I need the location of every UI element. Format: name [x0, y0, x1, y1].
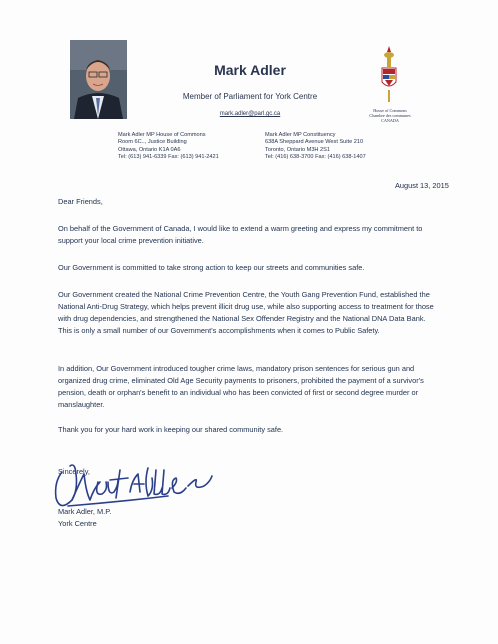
constituency-office-address: [265, 132, 366, 162]
constituency-office-phone: Tel: (416) 638-3700 Fax: (416) 638-1407: [265, 154, 366, 161]
ottawa-office-address: [118, 132, 219, 162]
constituency-office-line-2: 638A Sheppard Avenue West Suite 210: [265, 139, 364, 146]
constituency-office-line-3: Toronto, Ontario M3H 2S1: [265, 146, 330, 153]
crest-label-line-1: House of Commons: [373, 108, 407, 113]
ottawa-office-line-3: Ottawa, Ontario K1A 0A6: [118, 146, 181, 153]
constituency-office-line-1: Mark Adler MP Constituency: [265, 132, 336, 138]
letter-date: August 13, 2015: [395, 181, 449, 190]
signer-riding: York Centre: [58, 519, 97, 528]
mp-title: Member of Parliament for York Centre: [182, 92, 318, 101]
salutation: Dear Friends,: [58, 197, 103, 206]
house-of-commons-crest-icon: [378, 44, 400, 104]
paragraph-1: On behalf of the Government of Canada, I would like to extend a warm greeting and express my commitment to support your local crime prevention initiative.: [58, 224, 423, 245]
paragraph-3: Our Government created the National Crime Prevention Centre, the Youth Gang Prevention Fund, established the National Anti-Drug Strategy, which helps prevent illicit drug use, while also supporting access to treatment for those with drug dependencies, and strengthened the National Sex Offender Registry and the National DNA Data Bank. This is only a small number of our Government's accomplishments when it comes to Public Safety.: [58, 290, 434, 335]
mp-name: Mark Adler: [214, 62, 286, 78]
crest-label-line-3: CANADA: [381, 118, 399, 123]
paragraph-2: Our Government is committed to take strong action to keep our streets and communities safe.: [58, 263, 365, 272]
ottawa-office-line-2: Room 6C.., Justice Building: [118, 139, 187, 146]
mp-portrait: [70, 40, 127, 119]
ottawa-office-line-1: Mark Adler MP House of Commons: [118, 132, 206, 138]
paragraph-4: In addition, Our Government introduced tougher crime laws, mandatory prison sentences for serious gun and organized drug crime, eliminated Old Age Security payments to prisoners, prohibited the payment of a survivor's pension, death or orphan's benefit to an individual who has been convicted of first or second degree murder or manslaughter.: [58, 364, 424, 409]
crest-label-line-2: Chambre des communes: [369, 113, 411, 118]
paragraph-5: Thank you for your hard work in keeping our shared community safe.: [58, 425, 284, 434]
mp-email-link[interactable]: mark.adler@parl.gc.ca: [219, 111, 281, 117]
ottawa-office-phone: Tel: (613) 941-6339 Fax: (613) 941-2421: [118, 154, 219, 161]
closing: Sincerely,: [58, 467, 90, 476]
crest-label: [355, 108, 425, 123]
signer-name: Mark Adler, M.P.: [58, 507, 112, 516]
